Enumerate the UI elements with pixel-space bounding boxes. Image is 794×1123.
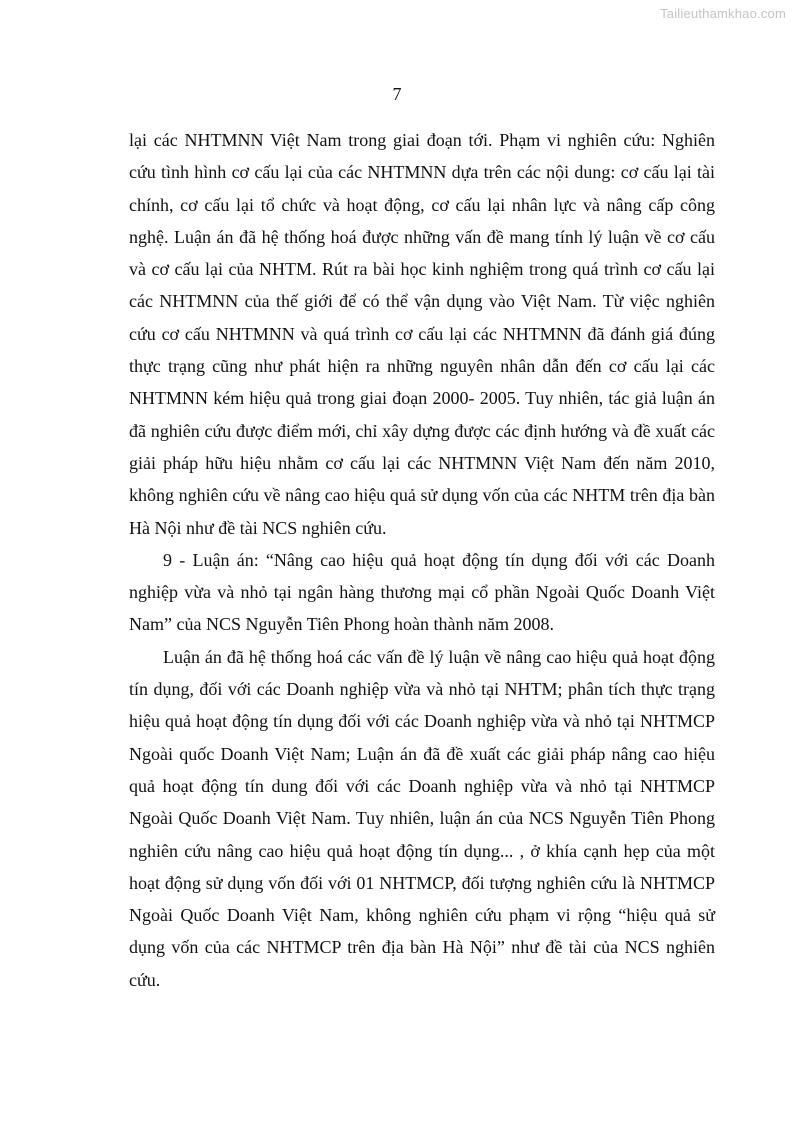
page-number: 7 xyxy=(392,84,402,104)
paragraph-2: 9 - Luận án: “Nâng cao hiệu quả hoạt động tín dụng đối với các Doanh nghiệp vừa và nhỏ tại ngân hàng thương mại cổ phần Ngoài Quốc Doanh Việt Nam” của NCS Nguyễn Tiên Phong hoàn thành năm 2008. xyxy=(129,549,715,635)
watermark: Tailieuthamkhao.com xyxy=(660,6,786,21)
document-body xyxy=(129,124,715,996)
paragraph-1: lại các NHTMNN Việt Nam trong giai đoạn tới. Phạm vi nghiên cứu: Nghiên cứu tình hình cơ cấu lại của các NHTMNN dựa trên các nội dung: cơ cấu lại tài chính, cơ cấu lại tổ chức và hoạt động, cơ cấu lại nhân lực và nâng cấp công nghệ. Luận án đã hệ thống hoá được những vấn đề mang tính lý luận về cơ cấu và cơ cấu lại của NHTM. Rút ra bài học kinh nghiệm trong quá trình cơ cấu lại các NHTMNN của thế giới để có thể vận dụng vào Việt Nam. Từ việc nghiên cứu cơ cấu NHTMNN và quá trình cơ cấu lại các NHTMNN đã đánh giá đúng thực trạng cũng như phát hiện ra những nguyên nhân dẫn đến cơ cấu lại các NHTMNN kém hiệu quả trong giai đoạn 2000- 2005. Tuy nhiên, tác giả luận án đã nghiên cứu được điểm mới, chỉ xây dựng được các định hướng và đề xuất các giải pháp hữu hiệu nhằm cơ cấu lại các NHTMNN Việt Nam đến năm 2010, không nghiên cứu về nâng cao hiệu quả sử dụng vốn của các NHTM trên địa bàn Hà Nội như đề tài NCS nghiên cứu. xyxy=(129,130,715,538)
paragraph-3: Luận án đã hệ thống hoá các vấn đề lý luận về nâng cao hiệu quả hoạt động tín dụng, đối với các Doanh nghiệp vừa và nhỏ tại NHTM; phân tích thực trạng hiệu quả hoạt động tín dụng đối với các Doanh nghiệp vừa và nhỏ tại NHTMCP Ngoài quốc Doanh Việt Nam; Luận án đã đề xuất các giải pháp nâng cao hiệu quả hoạt động tín dung đối với các Doanh nghiệp vừa và nhỏ tại NHTMCP Ngoài Quốc Doanh Việt Nam. Tuy nhiên, luận án của NCS Nguyễn Tiên Phong nghiên cứu nâng cao hiệu quả hoạt động tín dụng... , ở khía cạnh hẹp của một hoạt động sử dụng vốn đối với 01 NHTMCP, đối tượng nghiên cứu là NHTMCP Ngoài Quốc Doanh Việt Nam, không nghiên cứu phạm vi rộng “hiệu quả sử dụng vốn của các NHTMCP trên địa bàn Hà Nội” như đề tài của NCS nghiên cứu. xyxy=(129,646,715,990)
